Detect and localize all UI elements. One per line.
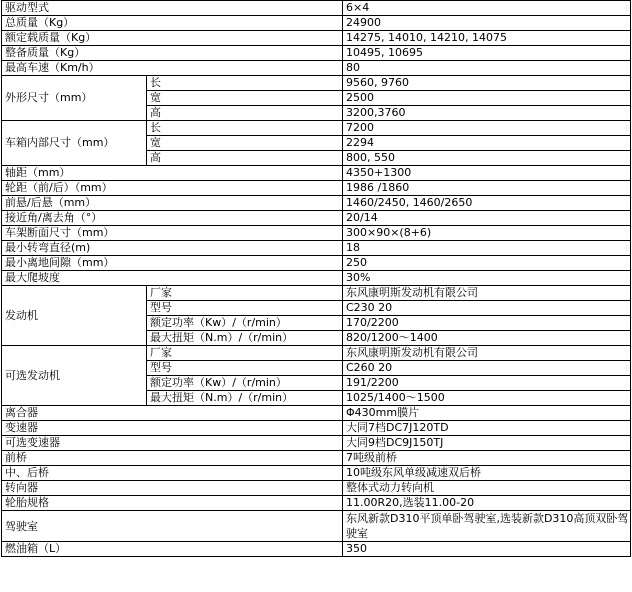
- spec-label: 中、后桥: [2, 466, 343, 481]
- spec-table: [1, 0, 631, 557]
- spec-label: 驱动型式: [2, 1, 343, 16]
- spec-label: 轮距（前/后）（mm）: [2, 181, 343, 196]
- spec-value: 东风新款D310平顶单卧驾驶室,选装新款D310高顶双卧驾驶室: [343, 511, 631, 542]
- spec-label: 轴距（mm）: [2, 166, 343, 181]
- spec-value: 7吨级前桥: [343, 451, 631, 466]
- spec-value: C230 20: [343, 301, 631, 316]
- spec-row: [2, 481, 631, 496]
- spec-row: [2, 436, 631, 451]
- spec-sub-label: 长: [147, 76, 343, 91]
- spec-label: 最高车速（Km/h）: [2, 61, 343, 76]
- spec-value: 6×4: [343, 1, 631, 16]
- spec-value: 9560, 9760: [343, 76, 631, 91]
- spec-row: [2, 196, 631, 211]
- spec-label: 前悬/后悬（mm）: [2, 196, 343, 211]
- spec-sub-label: 额定功率（Kw）/（r/min）: [147, 376, 343, 391]
- spec-sub-label: 型号: [147, 301, 343, 316]
- spec-row: [2, 496, 631, 511]
- spec-row: [2, 346, 631, 361]
- spec-value: 东风康明斯发动机有限公司: [343, 286, 631, 301]
- spec-value: 7200: [343, 121, 631, 136]
- spec-label: 离合器: [2, 406, 343, 421]
- spec-group-label: 外形尺寸（mm）: [2, 76, 147, 121]
- spec-row: [2, 241, 631, 256]
- spec-value: Φ430mm膜片: [343, 406, 631, 421]
- spec-label: 整备质量（Kg）: [2, 46, 343, 61]
- spec-value: 170/2200: [343, 316, 631, 331]
- spec-row: [2, 406, 631, 421]
- spec-label: 最小转弯直径(m): [2, 241, 343, 256]
- spec-sub-label: 最大扭矩（N.m）/（r/min）: [147, 331, 343, 346]
- spec-sub-label: 高: [147, 151, 343, 166]
- spec-label: 总质量（Kg）: [2, 16, 343, 31]
- spec-label: 前桥: [2, 451, 343, 466]
- spec-value: 1025/1400～1500: [343, 391, 631, 406]
- spec-label: 驾驶室: [2, 511, 343, 542]
- spec-value: 30%: [343, 271, 631, 286]
- spec-sub-label: 长: [147, 121, 343, 136]
- spec-row: [2, 181, 631, 196]
- spec-value: 4350+1300: [343, 166, 631, 181]
- spec-sub-label: 型号: [147, 361, 343, 376]
- spec-row: [2, 466, 631, 481]
- spec-row: [2, 511, 631, 542]
- spec-row: [2, 61, 631, 76]
- spec-value: 1986 /1860: [343, 181, 631, 196]
- spec-value: 1460/2450, 1460/2650: [343, 196, 631, 211]
- spec-value: 大同9档DC9J150TJ: [343, 436, 631, 451]
- spec-value: 东风康明斯发动机有限公司: [343, 346, 631, 361]
- spec-value: 800, 550: [343, 151, 631, 166]
- spec-label: 车架断面尺寸（mm）: [2, 226, 343, 241]
- spec-group-label: 发动机: [2, 286, 147, 346]
- spec-label: 可选变速器: [2, 436, 343, 451]
- spec-row: [2, 256, 631, 271]
- spec-sub-label: 高: [147, 106, 343, 121]
- spec-label: 变速器: [2, 421, 343, 436]
- spec-table-body: [2, 1, 631, 557]
- spec-label: 额定载质量（Kg）: [2, 31, 343, 46]
- spec-sub-label: 最大扭矩（N.m）/（r/min）: [147, 391, 343, 406]
- spec-sub-label: 厂家: [147, 286, 343, 301]
- spec-value: 80: [343, 61, 631, 76]
- spec-value: 820/1200～1400: [343, 331, 631, 346]
- spec-label: 轮胎规格: [2, 496, 343, 511]
- spec-label: 最大爬坡度: [2, 271, 343, 286]
- spec-label: 转向器: [2, 481, 343, 496]
- spec-label: 接近角/离去角（°）: [2, 211, 343, 226]
- spec-value: 10吨级东风单级减速双后桥: [343, 466, 631, 481]
- spec-value: 3200,3760: [343, 106, 631, 121]
- spec-row: [2, 121, 631, 136]
- spec-value: 20/14: [343, 211, 631, 226]
- spec-value: 250: [343, 256, 631, 271]
- spec-value: 大同7档DC7J120TD: [343, 421, 631, 436]
- spec-value: 350: [343, 542, 631, 557]
- spec-value: 2294: [343, 136, 631, 151]
- spec-value: 300×90×(8+6): [343, 226, 631, 241]
- spec-group-label: 车箱内部尺寸（mm）: [2, 121, 147, 166]
- spec-row: [2, 451, 631, 466]
- spec-value: 10495, 10695: [343, 46, 631, 61]
- spec-sub-label: 厂家: [147, 346, 343, 361]
- spec-value: 191/2200: [343, 376, 631, 391]
- spec-sub-label: 宽: [147, 91, 343, 106]
- spec-row: [2, 16, 631, 31]
- spec-row: [2, 211, 631, 226]
- spec-row: [2, 76, 631, 91]
- spec-sub-label: 额定功率（Kw）/（r/min）: [147, 316, 343, 331]
- spec-value: 11.00R20,选装11.00-20: [343, 496, 631, 511]
- spec-group-label: 可选发动机: [2, 346, 147, 406]
- spec-row: [2, 226, 631, 241]
- spec-row: [2, 1, 631, 16]
- spec-value: 24900: [343, 16, 631, 31]
- spec-row: [2, 421, 631, 436]
- spec-value: 整体式动力转向机: [343, 481, 631, 496]
- spec-label: 最小离地间隙（mm）: [2, 256, 343, 271]
- spec-row: [2, 166, 631, 181]
- spec-value: C260 20: [343, 361, 631, 376]
- spec-value: 14275, 14010, 14210, 14075: [343, 31, 631, 46]
- spec-value: 18: [343, 241, 631, 256]
- spec-label: 燃油箱（L）: [2, 542, 343, 557]
- spec-row: [2, 271, 631, 286]
- spec-row: [2, 46, 631, 61]
- spec-row: [2, 31, 631, 46]
- spec-sub-label: 宽: [147, 136, 343, 151]
- spec-value: 2500: [343, 91, 631, 106]
- spec-row: [2, 286, 631, 301]
- spec-row: [2, 542, 631, 557]
